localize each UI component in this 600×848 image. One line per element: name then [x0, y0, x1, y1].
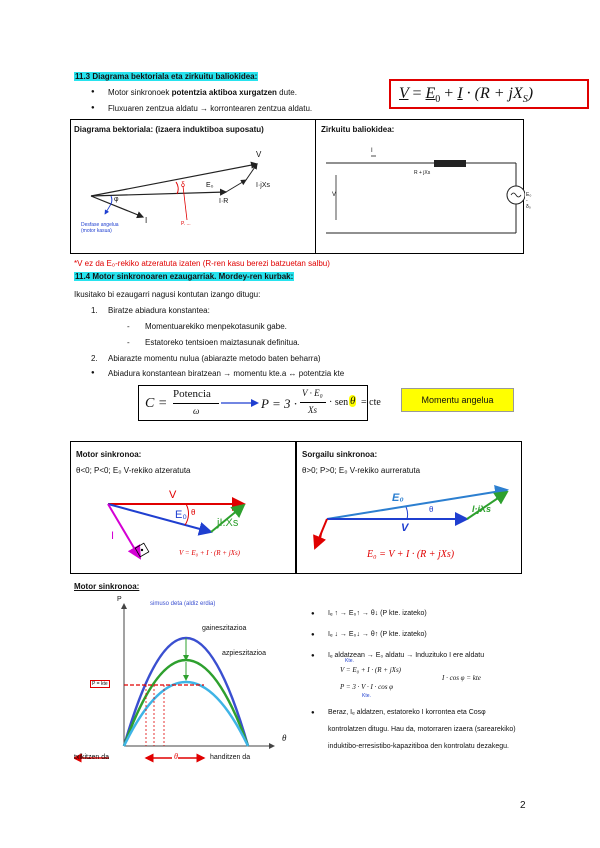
motor-lbl-V: V: [169, 489, 177, 501]
bullet-2: ● Fluxuaren zentzua aldatu → korrontearen zentzua aldatu.: [108, 104, 312, 113]
n1-text: Biratze abiadura konstantea:: [108, 306, 210, 315]
intro-text: Ikusitako bi ezaugarri nagusi kontutan izango ditugu:: [74, 290, 261, 299]
bullet-1: [108, 88, 297, 97]
vec-V: [91, 164, 257, 196]
pf-P: P = 3 ·: [261, 396, 297, 411]
generator-box: [296, 441, 522, 574]
m2-bullet-2: ● Iₑ ↓ → E₀↓ → θ↑ (P kte. izateko): [328, 631, 427, 638]
n2-num: 2.: [91, 354, 98, 363]
graph-c1: gaineszitazioa: [202, 625, 247, 632]
motor2-title: Motor sinkronoa:: [74, 582, 140, 591]
power-formula-box: [138, 385, 381, 421]
section-113-title: 11.3 Diagrama bektoriala eta zirkuitu baliokidea:: [75, 72, 258, 81]
bullet-1-post: dute.: [276, 88, 297, 97]
pf-den: ω: [193, 406, 200, 416]
f-E: E: [425, 85, 436, 102]
gen-eq: E₀ = V + I · (R + jXs): [367, 549, 455, 560]
lbl-desfase-2: (motor kasua): [81, 228, 112, 234]
circ-E: E₀ - δ₀: [526, 192, 532, 210]
section-114-title: 11.4 Motor sinkronoaren ezaugarriak. Mordey-ren kurbak:: [75, 272, 294, 281]
d2-dash: -: [127, 338, 130, 347]
lbl-IjXs: I·jXs: [256, 182, 270, 189]
motor-box: [70, 441, 296, 574]
circ-I: I: [371, 148, 373, 154]
vec-R: [226, 180, 246, 192]
arc-delta: [176, 182, 178, 194]
gen-box-sub: θ>0; P>0; E₀ V-rekiko aurreratuta: [302, 466, 421, 475]
d2-text: Estatoreko tentsioen maiztasunak definitua.: [145, 338, 300, 347]
m2-kte-1: Kte.: [345, 658, 354, 664]
graph-left: txikitzen da: [74, 754, 110, 761]
n2-text: Abiarazte momentu nulua (abiarazte metodo baten beharra): [108, 354, 321, 363]
graph-mid: θ: [174, 752, 178, 761]
circuit-title: Zirkuitu baliokidea:: [321, 125, 395, 134]
lbl-V: V: [256, 150, 262, 159]
momentu-angelua-label: Momentu angelua: [401, 388, 514, 412]
pf-theta: θ: [350, 395, 356, 407]
pf-cte: = cte: [361, 397, 381, 408]
gen-lbl-E0: E₀: [392, 492, 404, 504]
f-I: I: [457, 85, 463, 102]
delta-pointer: [183, 186, 187, 220]
m2-eqA: V = E₀ + I · (R + jXs): [340, 666, 401, 674]
f-close: ): [527, 85, 534, 102]
formula-text: [399, 85, 533, 105]
f-sub0: 0: [435, 94, 441, 106]
lbl-delta: δ: [181, 182, 185, 189]
lbl-IR: I·R: [219, 198, 229, 205]
m2-bullet-3: ● Iₑ aldatzean → E₀ aldatu → Induzituko I ere aldatu: [328, 652, 484, 659]
m2-eqA-side: I · cos φ = kte: [442, 674, 481, 682]
pf-num2: V · E₀: [302, 388, 323, 398]
impedance-block: [434, 160, 466, 167]
motor-vec-E0: [108, 504, 211, 532]
motor-eq: V = E₀ + I · (R + jXs): [179, 549, 240, 557]
circ-V: V: [332, 192, 337, 198]
vector-diagram-svg: [71, 120, 317, 255]
pf-num: Potencia: [173, 388, 211, 400]
circ-R: R + jXs: [414, 170, 431, 176]
gen-lbl-V: V: [401, 522, 409, 534]
d1-text: Momentuarekiko menpekotasunik gabe.: [145, 322, 287, 331]
f-rest: · (R + jX: [466, 85, 523, 102]
circuit-box: [315, 119, 532, 254]
f-eq: =: [412, 85, 422, 102]
bullet-1-bold: potentzia aktiboa xurgatzen: [171, 88, 277, 97]
phi-pointer: [105, 204, 111, 214]
circuit-svg: [316, 120, 525, 255]
graph-top-label: simuso deta (aldiz erdia): [150, 601, 216, 607]
graph-c2: azpieszitazioa: [222, 650, 266, 657]
page-number: 2: [520, 800, 526, 811]
f-subS: S: [522, 94, 528, 106]
bullet-1-pre: Motor sinkronoek: [108, 88, 172, 97]
motor-lbl-I: I: [111, 530, 115, 542]
lbl-I: I: [145, 216, 148, 225]
pf-C: C =: [145, 396, 168, 411]
f-plus: +: [444, 85, 454, 102]
gen-lbl-IjXs: I·jXs: [472, 504, 492, 514]
motor-lbl-theta: θ: [191, 508, 196, 517]
d1-dash: -: [127, 322, 130, 331]
motor-box-title: Motor sinkronoa:: [76, 450, 142, 459]
gen-lbl-theta: θ: [429, 505, 434, 514]
arc-phi: [111, 196, 112, 204]
gen-box-title: Sorgailu sinkronoa:: [302, 450, 378, 459]
m2-bullet-1: ● Iₑ ↑ → E₀↑ → θ↓ (P kte. izateko): [328, 610, 427, 617]
m2-eqB: P = 3 · V · I · cos φ: [340, 683, 394, 691]
f-V: V: [399, 85, 409, 102]
vector-diagram-title: Diagrama bektoriala: (izaera induktiboa suposatu): [74, 125, 264, 134]
vector-diagram-box: [70, 119, 316, 254]
red-note: *V ez da E₀-rekiko atzeratuta izaten (R-ren kasu berezi batzuetan salbu): [74, 259, 330, 268]
lbl-phi: φ: [114, 196, 119, 203]
gen-lbl-I: I: [319, 531, 323, 543]
pf-den2: Xs: [308, 405, 317, 415]
motor-lbl-E0: E₀: [175, 509, 187, 521]
graph-right: handitzen da: [210, 754, 251, 761]
gen-theta-arc: [406, 507, 408, 519]
lbl-E0: E₀: [206, 182, 214, 189]
graph-pkte: P = kte: [92, 681, 108, 687]
pf-sen: · sen: [329, 397, 349, 408]
n1-num: 1.: [91, 306, 98, 315]
m2-bullet-4: ● Beraz, Iₑ aldatzen, estatoreko I korrontea eta Cosφ kontrolatzen ditugu. Hau da, motorraren izaera (sarearekiko) induktibo-erresistibo-kapazitiboa den kontrolatu dezakegu.: [328, 704, 518, 755]
lbl-desfase: Desfase angelua: [81, 222, 119, 228]
motor-box-sub: θ<0; P<0; E₀ V-rekiko atzeratuta: [76, 466, 191, 475]
motor-lbl-jIXs: jI.Xs: [217, 517, 239, 529]
graph-P: P: [117, 596, 122, 603]
pf-arrow: [221, 396, 259, 410]
graph-theta: θ: [282, 733, 287, 743]
formula-box: [389, 79, 589, 109]
bullet-3: ● Abiadura konstantean biratzean → momentu kte.a ↔ potentzia kte: [108, 369, 344, 378]
m2-kte-2: Kte.: [362, 693, 371, 699]
lbl-red: P. ...: [181, 221, 191, 227]
